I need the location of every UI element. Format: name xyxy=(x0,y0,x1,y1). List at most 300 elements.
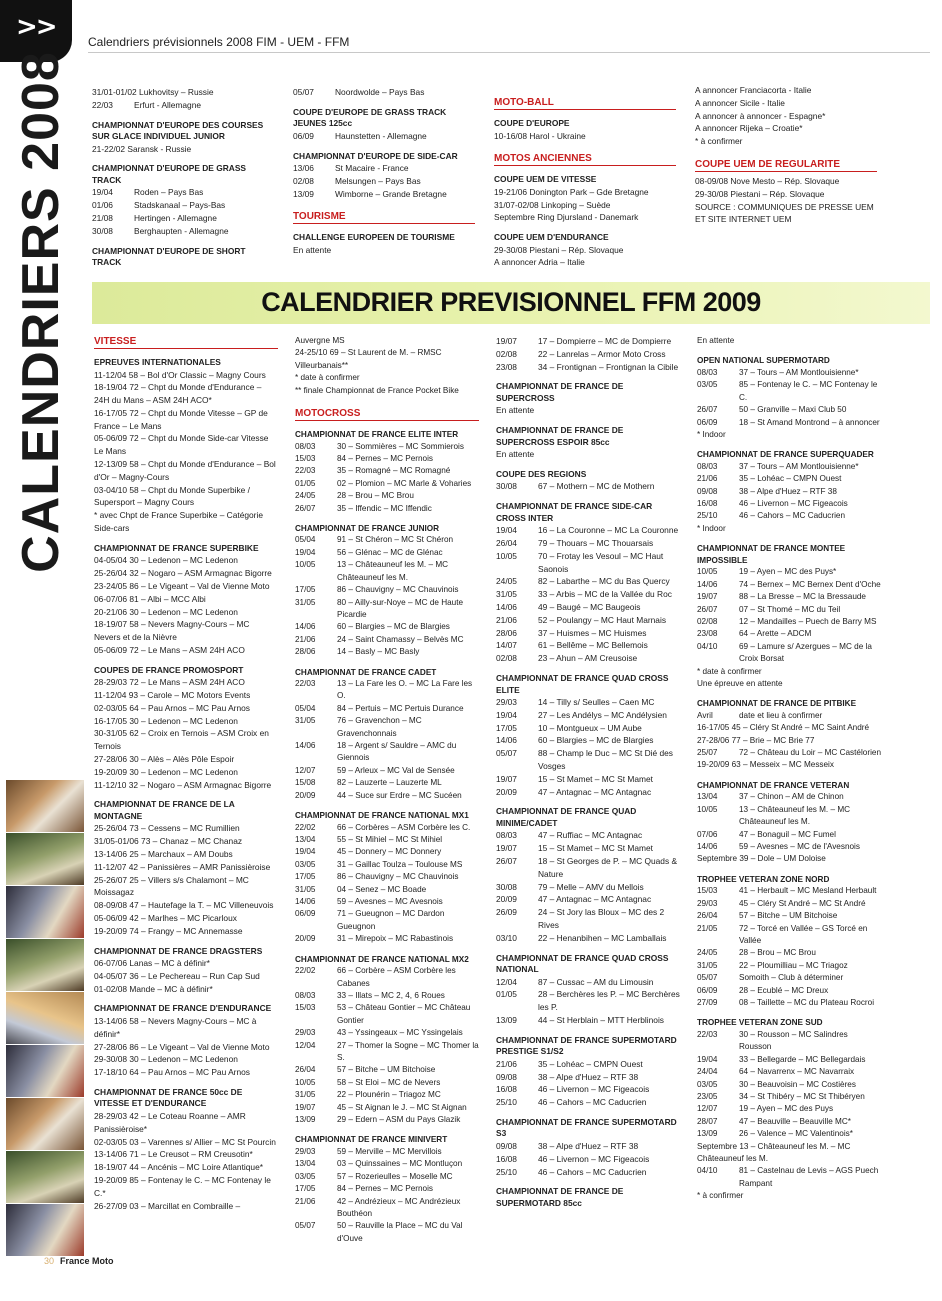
event-date: 04/10 xyxy=(697,641,718,651)
event-row xyxy=(94,874,278,900)
championship-heading: COUPE D'EUROPE xyxy=(494,118,570,128)
championship-heading: CHAMPIONNAT DE FRANCE SUPERMOTARD S3 xyxy=(496,1116,677,1139)
event-details: 27-28/06 86 – Le Vigeant – Val de Vienne Moto xyxy=(94,1041,270,1052)
event-date: 20/09 xyxy=(496,894,517,905)
event-date: 23/05 xyxy=(697,1091,718,1101)
event-row xyxy=(94,593,278,606)
event-date: 26/09 xyxy=(496,907,517,918)
event-details: 04-05/04 30 – Ledenon – MC Ledenon xyxy=(94,555,238,566)
event-row xyxy=(697,759,881,771)
event-details: 70 – Frotay les Vesoul – MC Haut Saonois xyxy=(538,550,664,574)
event-row xyxy=(295,634,479,646)
event-details: 74 – Bernex – MC Bernex Dent d'Oche xyxy=(739,579,881,589)
championship-heading: CHAMPIONNAT DE FRANCE QUAD CROSS ELITE xyxy=(496,673,669,695)
event-details: 24 – Saint Chamassy – Belvès MC xyxy=(337,634,464,644)
event-date: 13/09 xyxy=(293,188,314,199)
event-row xyxy=(295,859,479,871)
event-date: 25/10 xyxy=(496,1166,517,1177)
event-row xyxy=(295,896,479,908)
event-details: 13-14/06 58 – Nevers Magny-Cours – MC à définir* xyxy=(94,1015,257,1039)
event-date: 12/07 xyxy=(295,765,316,775)
event-details: 28-29/03 42 – Le Coteau Roanne – AMR Panissièroise* xyxy=(94,1110,246,1134)
event-date: 29/03 xyxy=(496,697,517,708)
event-details: 16-17/05 72 – Chpt du Monde Vitesse – GP de France – Le Mans xyxy=(94,407,268,431)
event-row xyxy=(496,480,680,493)
event-row xyxy=(697,367,881,379)
event-details: 46 – Livernon – MC Figeacois xyxy=(538,1084,650,1095)
event-date: 31/05 xyxy=(295,884,316,894)
event-row xyxy=(94,1041,278,1054)
event-date: 10/05 xyxy=(295,1077,316,1087)
event-row xyxy=(295,715,479,740)
event-details: 23 – Ahun – AM Creusoise xyxy=(538,653,638,664)
event-date: 09/08 xyxy=(496,1071,517,1082)
event-row xyxy=(94,727,278,753)
event-row xyxy=(94,432,278,458)
event-row xyxy=(697,1054,881,1066)
event-details: date et lieu à confirmer xyxy=(739,710,823,720)
event-date: 19/07 xyxy=(496,843,517,854)
event-details: 60 – Blargies – MC de Blargies xyxy=(538,735,654,746)
event-row xyxy=(496,335,680,348)
top-column-4 xyxy=(695,84,877,226)
event-row xyxy=(295,777,479,789)
event-details: 08 – Taillette – MC du Plateau Rocroi xyxy=(739,997,875,1007)
event-row xyxy=(496,932,680,945)
event-details: 11-12/04 58 – Bol d'Or Classic – Magny Cours xyxy=(94,369,266,380)
event-details: 19-20/09 30 – Ledenon – MC Ledenon xyxy=(94,766,238,777)
event-details: 61 – Bellême – MC Bellemois xyxy=(538,640,648,651)
vertical-title xyxy=(6,51,76,573)
event-details: 57 – Bitche – UM Bitchoise xyxy=(739,911,838,921)
championship-heading: CHAMPIONNAT DE FRANCE ELITE INTER xyxy=(295,430,459,440)
event-row xyxy=(295,990,479,1002)
event-date: 08/03 xyxy=(496,830,517,841)
event-date: 10/05 xyxy=(697,804,718,814)
event-date: 08/03 xyxy=(697,461,718,471)
event-date: 29/03 xyxy=(295,1146,316,1156)
motocross-photo xyxy=(6,1045,84,1097)
event-details: 59 – Merville – MC Mervillois xyxy=(337,1146,442,1156)
event-row xyxy=(494,256,676,269)
event-row xyxy=(697,1141,881,1166)
championship-heading: EPREUVES INTERNATIONALES xyxy=(94,357,221,367)
event-row xyxy=(697,1116,881,1128)
event-details: 46 – Livernon – MC Figeacois xyxy=(739,499,848,509)
event-date: 06/09 xyxy=(295,909,316,919)
event-date: 24/05 xyxy=(496,576,517,587)
event-date: 23/08 xyxy=(697,629,718,639)
event-row xyxy=(94,644,278,657)
event-date: 14/07 xyxy=(496,640,517,651)
event-row xyxy=(697,923,881,948)
event-row xyxy=(94,381,278,407)
event-details: 45 – Cléry St André – MC St André xyxy=(739,898,866,908)
top-column-1 xyxy=(92,86,274,269)
event-row xyxy=(295,1002,479,1027)
event-details: Auvergne MS xyxy=(295,336,345,345)
event-row xyxy=(697,985,881,997)
event-details: 66 – Corbère – ASM Corbère les Cabanes xyxy=(337,966,456,988)
event-details: 45 – Donnery – MC Donnery xyxy=(337,847,442,857)
motocross-photo xyxy=(6,1204,84,1256)
event-row xyxy=(697,997,881,1009)
event-details: 37 – Tours – AM Montlouisienne* xyxy=(739,461,859,471)
event-details: 25-26/04 73 – Cessens – MC Rumillien xyxy=(94,823,240,834)
championship-heading: CHAMPIONNAT DE FRANCE DE LA MONTAGNE xyxy=(94,799,235,821)
event-row xyxy=(496,537,680,550)
event-date: 25/10 xyxy=(496,1097,517,1108)
event-row xyxy=(496,1083,680,1096)
event-row xyxy=(496,988,680,1014)
event-details: 02-03/05 64 – Pau Arnos – MC Pau Arnos xyxy=(94,702,250,713)
event-details: 28 – Berchères les P. – MC Berchères les P. xyxy=(538,989,680,1013)
event-date: 21/06 xyxy=(496,1058,517,1069)
event-row xyxy=(697,1103,881,1115)
event-date: 26/04 xyxy=(295,1065,316,1075)
event-details: 30 – Sommières – MC Sommierois xyxy=(337,441,464,451)
event-details: 29-30/08 30 – Ledenon – MC Ledenon xyxy=(94,1054,238,1065)
event-date: 12/04 xyxy=(295,1040,316,1050)
event-row xyxy=(295,822,479,834)
event-row xyxy=(496,524,680,537)
event-date: 07/06 xyxy=(697,829,718,839)
event-row xyxy=(94,753,278,766)
championship-heading: CHAMPIONNAT DE FRANCE NATIONAL MX1 xyxy=(295,811,469,821)
event-details: 15 – St Mamet – MC St Mamet xyxy=(538,773,653,784)
event-row xyxy=(494,130,676,143)
event-date: 26/04 xyxy=(496,538,517,549)
discipline-heading: MOTOS ANCIENNES xyxy=(494,152,676,166)
event-details: 79 – Thouars – MC Thouarsais xyxy=(538,538,654,549)
event-date: 15/08 xyxy=(295,778,316,788)
discipline-heading: VITESSE xyxy=(94,335,278,349)
championship-heading: CHAMPIONNAT DE FRANCE SUPERBIKE xyxy=(94,542,259,553)
event-details: 18-19/07 58 – Nevers Magny-Cours – MC Nevers et de la Nièvre xyxy=(94,619,250,643)
event-date: 19/04 xyxy=(92,187,113,198)
event-row xyxy=(697,853,881,865)
event-row xyxy=(295,385,479,397)
event-row xyxy=(94,1136,278,1149)
event-date: 13/04 xyxy=(697,792,718,802)
event-row xyxy=(295,1114,479,1126)
championship-heading: CHALLENGE EUROPEEN DE TOURISME xyxy=(293,232,455,243)
event-details: 05-06/09 72 – Le Mans – ASM 24H ACO xyxy=(94,644,245,655)
event-date: 12/04 xyxy=(496,976,517,987)
event-details: 04 – Senez – MC Boade xyxy=(337,884,427,894)
championship-heading: CHAMPIONNAT DE FRANCE DE SUPERCROSS ESPOIR 85cc xyxy=(496,425,624,447)
event-date: 12/07 xyxy=(697,1104,718,1114)
event-details: A annoncer à annoncer - Espagne* xyxy=(695,110,826,121)
event-row xyxy=(295,559,479,584)
event-details: 21-22/02 Saransk - Russie xyxy=(92,143,192,154)
event-details: 19-20/09 74 – Frangy – MC Annemasse xyxy=(94,925,243,936)
event-details: 26 – Valence – MC Valentinois* xyxy=(739,1129,853,1139)
event-date: 26/07 xyxy=(697,405,718,415)
event-row xyxy=(295,597,479,622)
event-row xyxy=(293,188,475,201)
event-row xyxy=(295,871,479,883)
tab-arrows: >> xyxy=(16,12,56,42)
event-details: 19-21/06 Donington Park – Gde Bretagne xyxy=(494,186,649,197)
event-row xyxy=(94,509,278,535)
event-date: 15/03 xyxy=(295,453,316,463)
event-row xyxy=(697,1190,881,1202)
event-row xyxy=(295,765,479,777)
event-date: 03/05 xyxy=(295,859,316,869)
event-row xyxy=(695,175,877,188)
event-details: 30 – Beauvoisin – MC Costières xyxy=(739,1079,856,1089)
event-row xyxy=(94,970,278,983)
event-row xyxy=(94,1053,278,1066)
event-details: 19 – Ayen – MC des Puys xyxy=(739,1104,834,1114)
event-date: 08/03 xyxy=(295,990,316,1000)
event-date: 19/07 xyxy=(697,592,718,602)
event-details: 29 – Edern – ASM du Pays Glazik xyxy=(337,1115,461,1125)
event-date: 14/06 xyxy=(295,622,316,632)
event-date: 28/06 xyxy=(295,647,316,657)
championship-heading: CHAMPIONNAT D'EUROPE DE SHORT TRACK xyxy=(92,245,246,268)
event-row xyxy=(697,486,881,498)
event-row xyxy=(293,162,475,175)
event-details: Wimborne – Grande Bretagne xyxy=(335,188,447,199)
bottom-column-1 xyxy=(94,335,278,1212)
event-row xyxy=(295,1102,479,1114)
event-row xyxy=(697,1079,881,1091)
event-date: 22/03 xyxy=(697,1029,718,1039)
event-details: * Indoor xyxy=(697,429,726,439)
event-details: 29-30/08 Piestani – Rép. Slovaque xyxy=(494,244,624,255)
event-row xyxy=(496,881,680,894)
event-details: 46 – Cahors – MC Caducrien xyxy=(538,1097,647,1108)
event-details: 30-31/05 62 – Croix en Ternois – ASM Croix en Ternois xyxy=(94,728,269,752)
event-details: A annoncer Adria – Italie xyxy=(494,257,585,268)
championship-heading: CHAMPIONNAT DE FRANCE DE SUPERCROSS xyxy=(496,381,624,403)
event-row xyxy=(94,899,278,912)
event-details: * Indoor xyxy=(697,523,726,533)
event-details: En attente xyxy=(496,405,535,416)
event-date: 05/04 xyxy=(295,703,316,713)
event-date: 13/06 xyxy=(293,163,314,174)
event-date: 16/08 xyxy=(697,499,718,509)
event-details: 35 – Lohéac – CMPN Ouest xyxy=(538,1058,643,1069)
event-row xyxy=(697,898,881,910)
event-row xyxy=(295,503,479,515)
event-details: 47 – Ruffiac – MC Antagnac xyxy=(538,830,643,841)
event-row xyxy=(697,523,881,535)
event-details: 38 – Alpe d'Huez – RTF 38 xyxy=(538,1071,639,1082)
event-details: 05-06/09 42 – Marlhes – MC Picarloux xyxy=(94,912,237,923)
event-row xyxy=(697,566,881,578)
event-details: 18-19/04 72 – Chpt du Monde d'Endurance – 24H du Mans – ASM 24H ACO* xyxy=(94,382,262,406)
event-details: En attente xyxy=(496,449,535,460)
event-date: 05/07 xyxy=(697,973,718,983)
top-column-2 xyxy=(293,86,475,257)
event-row xyxy=(94,861,278,874)
event-row xyxy=(94,1148,278,1161)
event-date: 23/08 xyxy=(496,361,517,372)
event-details: 22 – Lanrelas – Armor Moto Cross xyxy=(538,348,666,359)
event-row xyxy=(94,702,278,715)
event-details: 08-09/08 Nove Mesto – Rép. Slovaque xyxy=(695,175,840,186)
event-row xyxy=(496,588,680,601)
event-date: 03/05 xyxy=(697,1079,718,1089)
championship-heading: CHAMPIONNAT DE FRANCE SIDE-CAR CROSS INTER xyxy=(496,501,653,523)
event-row xyxy=(697,885,881,897)
championship-heading: CHAMPIONNAT D'EUROPE DE SIDE-CAR xyxy=(293,150,458,161)
championship-heading: COUPE DES REGIONS xyxy=(496,468,587,479)
event-details: 05-06/09 72 – Chpt du Monde Side-car Vitesse Le Mans xyxy=(94,433,269,457)
event-date: 19/04 xyxy=(496,709,517,720)
page-footer xyxy=(44,1256,114,1266)
event-details: 59 – Arleux – MC Val de Sensée xyxy=(337,765,455,775)
event-row xyxy=(295,441,479,453)
header-divider xyxy=(88,52,930,53)
event-row xyxy=(496,786,680,799)
event-row xyxy=(697,960,881,972)
event-row xyxy=(94,835,278,848)
event-date: 08/03 xyxy=(295,441,316,451)
event-row xyxy=(697,1066,881,1078)
event-row xyxy=(295,1146,479,1158)
event-details: 34 – Frontignan – Frontignan la Cibile xyxy=(538,361,679,372)
event-details: 34 – St Thibéry – MC St Thibéryen xyxy=(739,1091,865,1101)
event-row xyxy=(295,490,479,502)
event-date: 09/08 xyxy=(496,1140,517,1151)
event-row xyxy=(697,1165,881,1190)
event-row xyxy=(697,841,881,853)
event-row xyxy=(496,1166,680,1179)
event-details: 28 – Brou – MC Brou xyxy=(739,948,816,958)
event-details: 10-16/08 Harol - Ukraine xyxy=(494,130,586,141)
event-details: 23-24/05 86 – Le Vigeant – Val de Vienne Moto xyxy=(94,580,270,591)
event-details: 13 – Châteauneuf les M. – MC Châteauneuf les M. xyxy=(739,804,851,827)
event-details: 31/05-01/06 73 – Chanaz – MC Chanaz xyxy=(94,836,243,847)
event-row xyxy=(697,829,881,841)
event-details: Berghaupten - Allemagne xyxy=(134,225,229,236)
event-row xyxy=(697,404,881,416)
event-details: 47 – Bonaguil – MC Fumel xyxy=(739,829,836,839)
event-details: 31/01-01/02 Lukhovitsy – Russie xyxy=(92,87,214,97)
event-row xyxy=(697,417,881,429)
page-header: Calendriers prévisionnels 2008 FIM - UEM - FFM xyxy=(88,35,350,49)
event-row xyxy=(496,842,680,855)
event-date: 08/03 xyxy=(697,367,718,377)
event-date: 01/06 xyxy=(92,200,113,211)
event-row xyxy=(496,734,680,747)
event-details: 07 – St Thomé – MC du Teil xyxy=(739,604,841,614)
event-details: 88 – La Bresse – MC la Bressaude xyxy=(739,592,866,602)
event-details: 33 – Illats – MC 2, 4, 6 Roues xyxy=(337,990,445,1000)
event-date: 15/03 xyxy=(295,1003,316,1013)
event-details: 56 – Glénac – MC de Glénac xyxy=(337,547,443,557)
event-details: 37 – Chinon – AM de Chinon xyxy=(739,792,844,802)
event-row xyxy=(697,604,881,616)
event-details: 66 – Corbères – ASM Corbère les C. xyxy=(337,822,471,832)
event-details: Somoith – Club à déterminer xyxy=(739,973,844,983)
event-date: 20/09 xyxy=(295,934,316,944)
event-row xyxy=(94,1174,278,1200)
event-date: 05/04 xyxy=(295,535,316,545)
event-row xyxy=(293,130,475,143)
event-details: 80 – Ailly-sur-Noye – MC de Haute Picardie xyxy=(337,597,464,619)
event-details: 50 – Granville – Maxi Club 50 xyxy=(739,405,847,415)
event-details: 16-17/05 30 – Ledenon – MC Ledenon xyxy=(94,715,238,726)
event-details: 11-12/04 93 – Carole – MC Motors Events xyxy=(94,690,251,701)
event-details: 35 – Romagné – MC Romagné xyxy=(337,466,451,476)
event-row xyxy=(695,110,877,123)
event-row xyxy=(293,244,475,257)
event-row xyxy=(295,703,479,715)
event-row xyxy=(92,199,274,212)
event-row xyxy=(94,1066,278,1079)
event-date: 02/08 xyxy=(496,348,517,359)
event-details: 84 – Pernes – MC Pernois xyxy=(337,1184,434,1194)
event-details: 82 – Labarthe – MC du Bas Quercy xyxy=(538,576,670,587)
event-details: 19-20/09 85 – Fontenay le C. – MC Fontenay le C.* xyxy=(94,1174,271,1198)
event-row xyxy=(94,1110,278,1136)
event-date: 14/06 xyxy=(496,602,517,613)
event-row xyxy=(94,567,278,580)
event-details: 52 – Poulangy – MC Haut Marnais xyxy=(538,614,667,625)
event-date: 19/04 xyxy=(496,525,517,536)
event-details: 10 – Montgueux – UM Aube xyxy=(538,722,642,733)
event-details: 18 – St Amand Montrond – à annoncer xyxy=(739,417,880,427)
championship-heading: CHAMPIONNAT DE FRANCE 50cc DE VITESSE ET D'ENDURANCE xyxy=(94,1086,243,1109)
event-row xyxy=(496,652,680,665)
event-row xyxy=(295,646,479,658)
event-row xyxy=(295,884,479,896)
championship-heading: CHAMPIONNAT D'EUROPE DES COURSES SUR GLACE INDIVIDUEL JUNIOR xyxy=(92,119,264,142)
motocross-photo xyxy=(6,1098,84,1150)
event-row xyxy=(295,965,479,990)
photo-strip xyxy=(6,780,84,1260)
event-date: 26/07 xyxy=(697,604,718,614)
discipline-heading: COUPE UEM DE REGULARITE xyxy=(695,158,877,172)
event-details: A annoncer Sicile - Italie xyxy=(695,97,785,108)
event-details: 31 – Gaillac Toulza – Toulouse MS xyxy=(337,859,463,869)
event-date: 17/05 xyxy=(295,585,316,595)
event-details: 64 – Arette – ADCM xyxy=(739,629,812,639)
event-details: 53 – Château Gontier – MC Château Gontier xyxy=(337,1003,471,1025)
event-details: 45 – St Aignan le J. – MC St Aignan xyxy=(337,1102,467,1112)
event-details: 24-25/10 69 – St Laurent de M. – RMSC Villeurbanais** xyxy=(295,348,442,370)
event-details: 91 – St Chéron – MC St Chéron xyxy=(337,535,454,545)
event-row xyxy=(496,601,680,614)
championship-heading: CHAMPIONNAT DE FRANCE SUPERQUADER xyxy=(697,450,874,460)
bottom-column-2 xyxy=(295,335,479,1245)
event-row xyxy=(94,1015,278,1041)
event-row xyxy=(496,404,680,417)
event-row xyxy=(496,550,680,576)
event-date: 06/09 xyxy=(293,130,314,141)
bottom-column-4 xyxy=(697,335,881,1203)
event-date: 14/06 xyxy=(697,579,718,589)
event-details: * à confirmer xyxy=(695,136,743,147)
event-row xyxy=(695,135,877,148)
event-row xyxy=(92,212,274,225)
event-details: 67 – Mothern – MC de Mothern xyxy=(538,481,655,492)
event-row xyxy=(496,829,680,842)
event-details: 12 – Mandailles – Puech de Barry MS xyxy=(739,616,877,626)
event-details: 27 – Thomer la Sogne – MC Thomer la S. xyxy=(337,1040,479,1062)
event-row xyxy=(94,369,278,382)
event-date: 13/09 xyxy=(295,1115,316,1125)
event-details: 33 – Arbis – MC de la Vallée du Roc xyxy=(538,589,672,600)
championship-heading: CHAMPIONNAT DE FRANCE MONTEE IMPOSSIBLE xyxy=(697,544,846,565)
event-details: 28 – Ecublé – MC Dreux xyxy=(739,985,829,995)
event-row xyxy=(496,1071,680,1084)
